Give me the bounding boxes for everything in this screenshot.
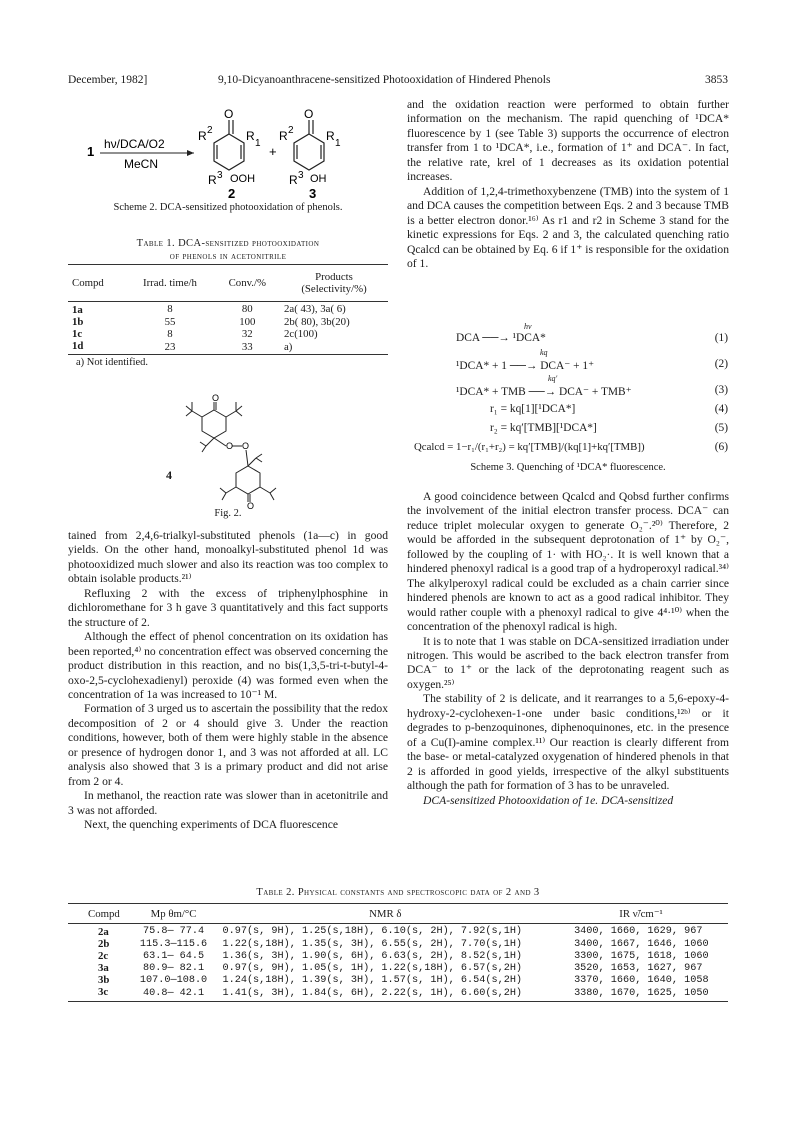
table-cell: 1.24(s,18H), 1.39(s, 3H), 1.57(s, 1H), 6.54(s,2H) xyxy=(222,974,523,986)
svg-text:OH: OH xyxy=(310,173,327,185)
paragraph: tained from 2,4,6-trialkyl-substituted phenols (1a—c) in good yields. On the other hand, monoalkyl-substituted phenol 1d was photooxidized much slower and also its reaction was too complex to obtain isolable products.²¹⁾ xyxy=(68,529,388,586)
fig2-compound-label: 4 xyxy=(166,468,172,482)
table-cell: 107.0—108.0 xyxy=(139,974,208,986)
paragraph: Although the effect of phenol concentration on its oxidation has been reported,⁴⁾ no concentration effect was observed concerning the product distribution in this reaction, and no bis(1,3,5-tri-t-butyl-4-oxo-2,5-cyclohexadienyl) peroxide (4) was formed even when the concentration of 1a was increased to 10⁻¹ M. xyxy=(68,630,388,701)
svg-text:2: 2 xyxy=(207,125,213,136)
paragraph: It is to note that 1 was stable on DCA-sensitized irradiation under nitrogen. This would be ascribed to the back electron transfer from DCA⁻ to 1⁺ or the lack of the deprotonating reagent such as oxygen.²⁵⁾ xyxy=(407,634,729,691)
table1-header: Irrad. time/h xyxy=(142,277,197,289)
equation-number: (4) xyxy=(714,403,728,415)
table-cell: 2a xyxy=(98,926,109,938)
equation-number: (2) xyxy=(714,358,728,370)
equation: ¹DCA* + 1 ──→ DCA⁻ + 1⁺ xyxy=(456,360,595,372)
paragraph: Next, the quenching experiments of DCA fluorescence xyxy=(84,818,339,832)
scheme2-caption: Scheme 2. DCA-sensitized photooxidation of phenols. xyxy=(113,202,343,213)
table-cell: 55 xyxy=(164,316,176,328)
table-cell: 1b xyxy=(72,316,84,328)
table-cell: 2b( 80), 3b(20) xyxy=(284,316,350,328)
table-cell: 2b xyxy=(98,938,110,950)
table-cell: 63.1— 64.5 xyxy=(142,950,205,962)
table-cell: 2c xyxy=(98,950,109,962)
scheme3-caption: Scheme 3. Quenching of ¹DCA* fluorescence. xyxy=(470,462,666,473)
table-cell: 3a xyxy=(98,962,109,974)
equation: ¹DCA* + TMB ──→ DCA⁻ + TMB⁺ xyxy=(456,386,632,398)
svg-text:O: O xyxy=(247,501,255,509)
table-cell: 3400, 1667, 1646, 1060 xyxy=(574,938,709,950)
table1-footnote: a) Not identified. xyxy=(76,357,149,368)
table-cell: 8 xyxy=(167,303,173,315)
table-cell: 1d xyxy=(72,340,84,352)
equation-label: hν xyxy=(524,322,532,331)
table1-caption-line2: of phenols in acetonitrile xyxy=(169,251,287,262)
table-cell: 0.97(s, 9H), 1.05(s, 1H), 1.22(s,18H), 6.57(s,2H) xyxy=(222,962,523,974)
table-cell: a) xyxy=(284,341,293,353)
scheme2-reactant: 1 xyxy=(87,144,95,159)
paragraph: DCA-sensitized Photooxidation of 1e. DCA-sensitized xyxy=(423,793,674,807)
svg-text:1: 1 xyxy=(335,138,341,149)
header-date: December, 1982] xyxy=(68,74,148,86)
table-cell: 80.9— 82.1 xyxy=(142,962,205,974)
fig2-structure xyxy=(160,394,300,509)
table-cell: 3380, 1670, 1625, 1050 xyxy=(574,988,709,999)
table-cell: 33 xyxy=(241,341,253,353)
header-page-number: 3853 xyxy=(705,74,728,86)
equation-number: (5) xyxy=(714,422,728,434)
svg-text:3: 3 xyxy=(217,170,223,181)
table-cell: 0.97(s, 9H), 1.25(s,18H), 6.10(s, 2H), 7.92(s,1H) xyxy=(222,925,523,937)
paragraph: Addition of 1,2,4-trimethoxybenzene (TMB) into the system of 1 and DCA causes the competition between Eqs. 2 and 3 because TMB is a better electron donor.¹⁶⁾ As r1 and r2 in Scheme 3 stand for the kinetic expressions for Eqs. 2 and 3, the calculated quenching ratio Qcalcd can be obtained by Eq. 6 if 1⁺ is responsible for the oxidation of 1. xyxy=(407,184,729,270)
svg-text:OOH: OOH xyxy=(230,173,256,185)
table-cell: 32 xyxy=(241,328,253,340)
table-cell: 3370, 1660, 1640, 1058 xyxy=(574,974,709,986)
svg-text:+: + xyxy=(269,144,277,159)
table-cell: 75.8— 77.4 xyxy=(142,925,205,937)
table-cell: 1c xyxy=(72,328,83,340)
paragraph: A good coincidence between Qcalcd and Qobsd further confirms the involvement of the initial electron transfer process. DCA⁻ can reduce triplet molecular oxygen to generate O₂⁻.²⁰⁾ Therefore, 2 would be afforded in the subsequent deprotonation of 1⁺ by O₂⁻, followed by the coupling of 1· with HO₂·. It is well known that a hindered phenoxyl radical is a good trap of a hydroperoxyl radical.³⁴⁾ The alkylperoxyl radical could be excluded as a chain carrier since hindered phenols are known to act as a good radical inhibitor. They would rather couple with a phenoxyl radical to give 4⁴·¹⁰⁾ when the concentration of the phenoxyl radical is high. xyxy=(407,490,729,634)
table-cell: 40.8— 42.1 xyxy=(142,988,205,999)
equation-number: (3) xyxy=(714,384,728,396)
svg-text:R: R xyxy=(279,129,288,143)
table-cell: 3300, 1675, 1618, 1060 xyxy=(574,950,709,962)
equation: r₁ = kq[1][¹DCA*] xyxy=(490,403,576,415)
scheme2-product-a: 2 xyxy=(228,186,236,201)
paragraph: Formation of 3 urged us to ascertain the possibility that the redox decomposition of 2 or 4 should give 3. Under the reaction conditions, however, both of them were highly stable in the absence or presence of hydrogen donor 1, and 3 was not afforded at all. LC analysis also showed that 3 is a primary product and did not arise from 2 or 4. xyxy=(68,702,388,788)
paragraph: The stability of 2 is delicate, and it rearranges to a 5,6-epoxy-4-hydroxy-2-cyclohexen-1-one under basic conditions,¹²ᵇ⁾ or it degrades to p-benzoquinones, diphenoquinones, etc. in the presence of a Cu(I)-amine complex.¹¹⁾ Our reaction is clearly different from the base- or metal-catalyzed oxygenation of hindered phenols in that 2 is afforded in good yields, irrespective of the alkyl substituents although the path for formation of 3 has to be unraveled. xyxy=(407,692,729,793)
right-column-text-top xyxy=(407,98,729,271)
scheme2-structure xyxy=(84,106,384,201)
table-cell: 3c xyxy=(98,986,109,998)
scheme2-conditions-bottom: MeCN xyxy=(124,157,159,171)
svg-text:3: 3 xyxy=(298,170,304,181)
table2-header: NMR δ xyxy=(369,907,402,920)
paragraph: In methanol, the reaction rate was slower than in acetonitrile and 3 was not afforded. xyxy=(68,789,388,817)
svg-text:O: O xyxy=(226,441,234,451)
svg-text:O: O xyxy=(242,441,250,451)
svg-text:R: R xyxy=(326,129,335,143)
equation-number: (1) xyxy=(714,332,728,344)
table-cell: 3b xyxy=(98,974,110,986)
equation: r₂ = kq′[TMB][¹DCA*] xyxy=(490,422,597,434)
table2-header: IR ν̃/cm⁻¹ xyxy=(619,908,663,920)
table1 xyxy=(68,264,388,368)
equation: DCA ──→ ¹DCA* xyxy=(456,332,546,344)
svg-text:O: O xyxy=(224,107,234,121)
table2-header: Compd xyxy=(88,907,120,920)
table2-caption: Table 2. Physical constants and spectroscopic data of 2 and 3 xyxy=(256,887,540,898)
left-column-text xyxy=(68,529,388,833)
table-cell: 8 xyxy=(167,328,173,340)
svg-text:2: 2 xyxy=(288,125,294,136)
table-cell: 1.36(s, 3H), 1.90(s, 6H), 6.63(s, 2H), 8.52(s,1H) xyxy=(222,950,523,962)
svg-text:O: O xyxy=(212,394,220,403)
table1-caption-line1: Table 1. DCA-sensitized photooxidation xyxy=(136,238,320,249)
equation-number: (6) xyxy=(714,441,728,453)
table1-header: Compd xyxy=(72,277,104,289)
svg-text:R: R xyxy=(246,129,255,143)
table2 xyxy=(68,903,728,1002)
svg-text:R: R xyxy=(289,173,298,187)
paragraph: Refluxing 2 with the excess of triphenylphosphine in dichloromethane for 3 h gave 3 quantitatively and this fact supports the structure of 2. xyxy=(68,586,388,629)
table-cell: 1.22(s,18H), 1.35(s, 3H), 6.55(s, 2H), 7.70(s,1H) xyxy=(222,938,523,950)
table-cell: 2a( 43), 3a( 6) xyxy=(284,303,346,315)
equation-label: kq′ xyxy=(548,374,558,383)
paragraph: and the oxidation reaction were performed to obtain further information on the mechanism. The rapid quenching of ¹DCA* fluorescence by 1 (see Table 3) supports the occurrence of electron transfer from 1 to ¹DCA*, i.e., formation of 1⁺ and DCA⁻. In fact, the relative rate, krel of 1 decreases as its oxidation potential increases. xyxy=(407,98,729,184)
table-cell: 80 xyxy=(241,303,253,315)
fig2-caption: Fig. 2. xyxy=(214,508,242,519)
table1-header: Conv./% xyxy=(228,277,266,289)
table-cell: 115.3—115.6 xyxy=(139,938,208,950)
scheme3-equations xyxy=(412,322,728,462)
table-cell: 2c(100) xyxy=(284,328,318,340)
table1-header: Products (Selectivity/%) xyxy=(301,271,367,295)
svg-text:R: R xyxy=(198,129,207,143)
equation: Qcalcd = 1−r₁/(r₁+r₂) = kq′[TMB]/(kq[1]+kq′[TMB]) xyxy=(414,441,645,453)
svg-text:1: 1 xyxy=(255,138,261,149)
table-cell: 3400, 1660, 1629, 967 xyxy=(574,925,703,937)
table-cell: 23 xyxy=(164,341,176,353)
right-column-text-bottom xyxy=(407,490,729,808)
header-running-title: 9,10-Dicyanoanthracene-sensitized Photooxidation of Hindered Phenols xyxy=(218,74,551,86)
svg-text:O: O xyxy=(304,107,314,121)
table-cell: 3520, 1653, 1627, 967 xyxy=(574,962,703,974)
table2-header: Mp θm/°C xyxy=(150,907,197,920)
scheme2-product-b: 3 xyxy=(309,186,317,201)
equation-label: kq xyxy=(540,348,548,357)
table-cell: 1a xyxy=(72,304,83,316)
scheme2-conditions-top: hν/DCA/O2 xyxy=(104,137,165,151)
table-cell: 100 xyxy=(239,316,256,328)
table-cell: 1.41(s, 3H), 1.84(s, 6H), 2.22(s, 1H), 6.60(s,2H) xyxy=(222,988,523,999)
svg-text:R: R xyxy=(208,173,217,187)
